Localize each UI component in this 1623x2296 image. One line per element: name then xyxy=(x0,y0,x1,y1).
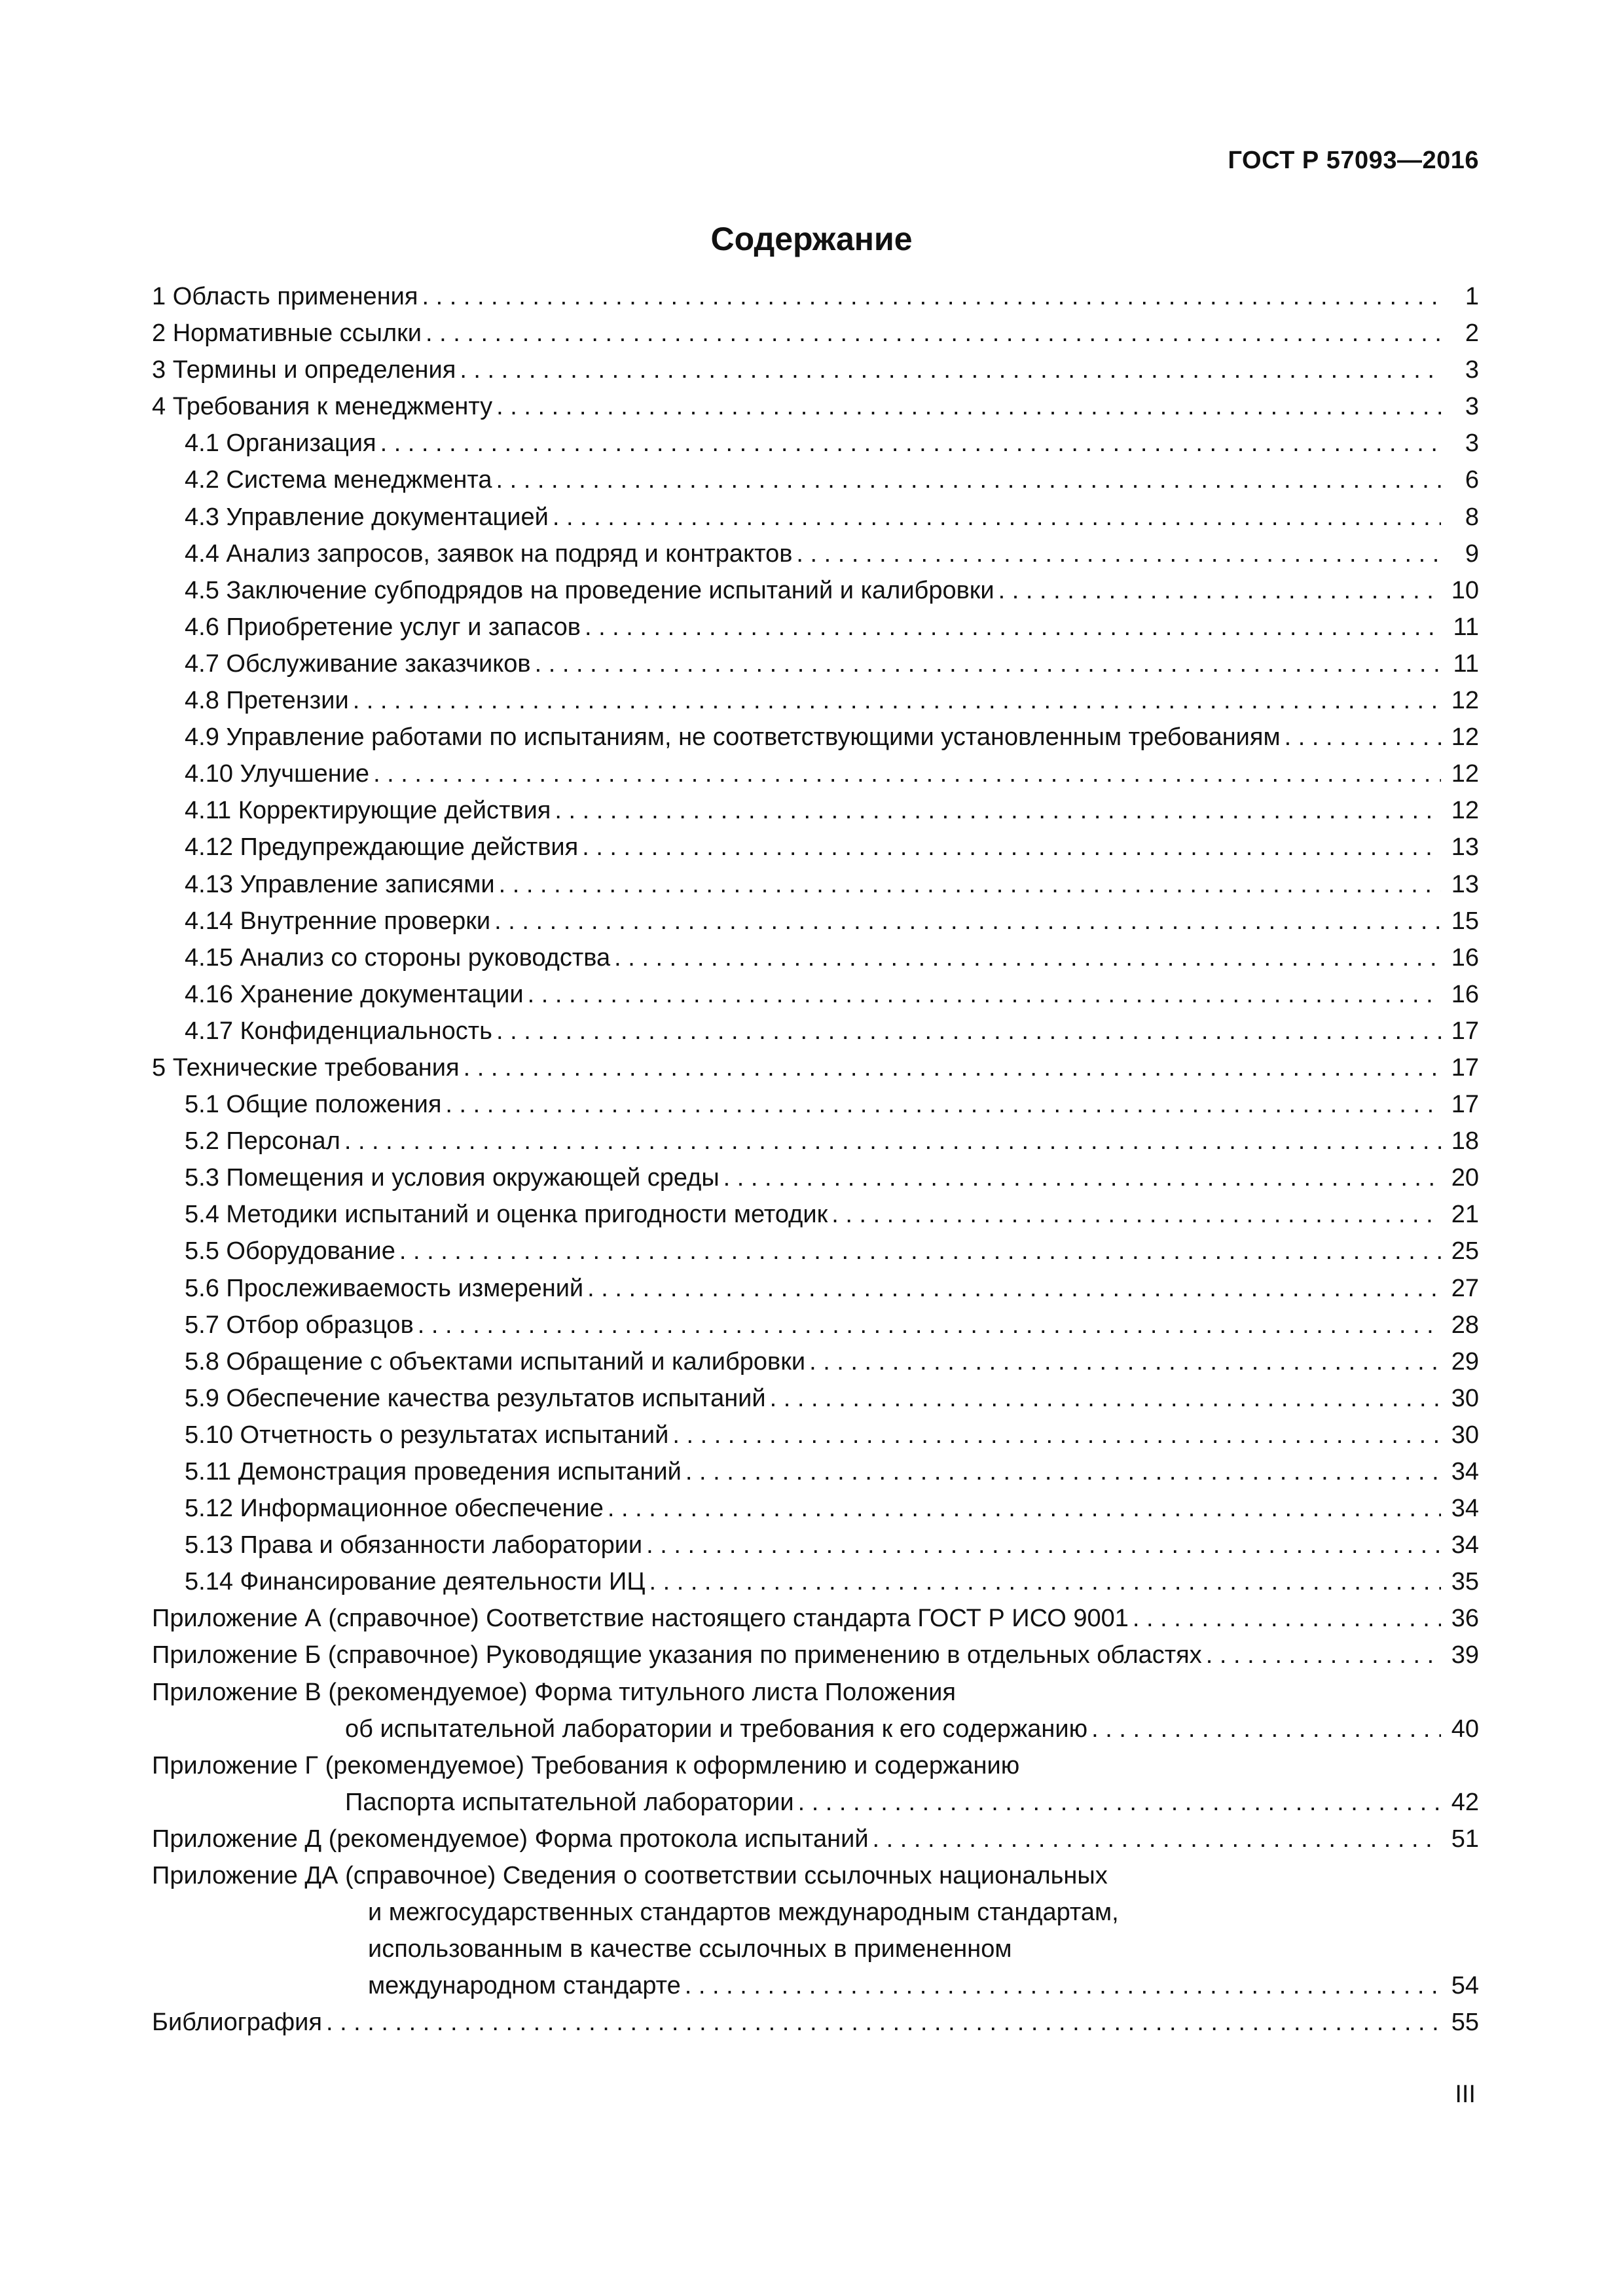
dot-leader xyxy=(496,1013,1441,1049)
toc-entry[interactable] xyxy=(152,1747,1479,1784)
toc-page: 55 xyxy=(1451,2009,1479,2037)
toc-label: 4.15 Анализ со стороны руководства xyxy=(185,943,611,972)
toc-entry[interactable] xyxy=(152,1086,1479,1123)
toc-page: 51 xyxy=(1451,1825,1479,1853)
dot-leader xyxy=(873,1821,1441,1857)
toc-entry[interactable] xyxy=(152,829,1479,866)
dot-leader xyxy=(831,1196,1441,1233)
toc-page: 54 xyxy=(1451,1972,1479,2000)
toc-label: 4.14 Внутренние проверки xyxy=(185,907,491,935)
dot-leader xyxy=(399,1233,1441,1269)
toc-label: Приложение А (справочное) Соответствие настоящего стандарта ГОСТ Р ИСО 9001 xyxy=(152,1605,1129,1633)
dot-leader xyxy=(585,609,1441,646)
toc-page: 17 xyxy=(1451,1053,1479,1082)
dot-leader xyxy=(553,499,1441,536)
toc-label: 4.1 Организация xyxy=(185,429,376,458)
toc-page: 9 xyxy=(1465,539,1479,568)
toc-label: 5.12 Информационное обеспечение xyxy=(185,1495,604,1523)
dot-leader xyxy=(380,425,1441,462)
toc-label: 4.5 Заключение субподрядов на проведение испытаний и калибровки xyxy=(185,576,994,604)
toc-label: 4.17 Конфиденциальность xyxy=(185,1017,492,1045)
toc-page: 1 xyxy=(1465,283,1479,310)
doc-code: ГОСТ Р 57093—2016 xyxy=(1228,147,1479,174)
toc-label: 4.6 Приобретение услуг и запасов xyxy=(185,613,581,641)
dot-leader xyxy=(555,792,1441,829)
toc-page: 17 xyxy=(1451,1091,1479,1119)
toc-entry-continuation[interactable] xyxy=(152,1784,1479,1821)
toc-label: 5.8 Обращение с объектами испытаний и калибровки xyxy=(185,1347,806,1376)
toc-entry[interactable] xyxy=(152,792,1479,829)
toc-entry[interactable] xyxy=(152,1600,1479,1637)
toc-page: 42 xyxy=(1451,1788,1479,1816)
toc-label: международном стандарте xyxy=(368,1972,681,2000)
toc-entry[interactable] xyxy=(152,646,1479,682)
toc-entry[interactable] xyxy=(152,756,1479,792)
toc-label: 5.1 Общие положения xyxy=(185,1091,442,1119)
table-of-contents xyxy=(152,278,1479,2041)
toc-entry[interactable] xyxy=(152,352,1479,388)
toc-entry[interactable] xyxy=(152,462,1479,498)
toc-entry[interactable] xyxy=(152,1159,1479,1196)
toc-label: 5.13 Права и обязанности лаборатории xyxy=(185,1531,643,1559)
dot-leader xyxy=(998,572,1441,609)
toc-label: 4.2 Система менеджмента xyxy=(185,466,492,494)
toc-page: 6 xyxy=(1465,466,1479,494)
toc-label: 5.11 Демонстрация проведения испытаний xyxy=(185,1458,682,1485)
toc-page: 3 xyxy=(1465,356,1479,384)
toc-label: 5 Технические требования xyxy=(152,1053,460,1082)
toc-label: 4.8 Претензии xyxy=(185,687,349,715)
toc-label: и межгосударственных стандартов международным стандартам, xyxy=(368,1899,1119,1927)
toc-label: Приложение ДА (справочное) Сведения о соответствии ссылочных национальных xyxy=(152,1862,1108,1890)
toc-page: 21 xyxy=(1451,1201,1479,1229)
toc-label: 4.4 Анализ запросов, заявок на подряд и контрактов xyxy=(185,539,793,568)
toc-entry[interactable] xyxy=(152,1637,1479,1673)
toc-page: 2 xyxy=(1465,319,1479,348)
dot-leader xyxy=(353,682,1441,719)
dot-leader xyxy=(809,1343,1441,1380)
toc-entry[interactable] xyxy=(152,939,1479,976)
toc-entry[interactable] xyxy=(152,1196,1479,1233)
dot-leader xyxy=(614,939,1441,976)
toc-page: 12 xyxy=(1451,723,1479,752)
toc-entry[interactable] xyxy=(152,425,1479,462)
toc-entry[interactable] xyxy=(152,1857,1479,1894)
toc-entry[interactable] xyxy=(152,866,1479,903)
dot-leader xyxy=(494,903,1441,939)
toc-label: использованным в качестве ссылочных в примененном xyxy=(368,1935,1012,1963)
toc-label: Приложение Г (рекомендуемое) Требования к оформлению и содержанию xyxy=(152,1751,1020,1779)
toc-page: 30 xyxy=(1451,1384,1479,1412)
toc-page: 30 xyxy=(1451,1421,1479,1449)
dot-leader xyxy=(649,1563,1441,1600)
toc-entry[interactable] xyxy=(152,315,1479,352)
toc-entry[interactable] xyxy=(152,1343,1479,1380)
toc-label: 5.7 Отбор образцов xyxy=(185,1311,414,1339)
toc-entry[interactable] xyxy=(152,903,1479,939)
toc-label: 5.10 Отчетность о результатах испытаний xyxy=(185,1421,669,1449)
toc-entry[interactable] xyxy=(152,1013,1479,1049)
toc-page: 11 xyxy=(1453,649,1479,678)
dot-leader xyxy=(418,1307,1441,1343)
toc-label: Приложение Д (рекомендуемое) Форма протокола испытаний xyxy=(152,1825,869,1853)
toc-entry[interactable] xyxy=(152,1233,1479,1269)
toc-label: Приложение В (рекомендуемое) Форма титульного листа Положения xyxy=(152,1678,956,1706)
toc-entry[interactable] xyxy=(152,976,1479,1013)
toc-page: 29 xyxy=(1451,1347,1479,1376)
toc-entry[interactable] xyxy=(152,682,1479,719)
dot-leader xyxy=(326,2004,1441,2041)
toc-label: 3 Термины и определения xyxy=(152,356,456,384)
toc-label: об испытательной лаборатории и требования к его содержанию xyxy=(345,1715,1088,1743)
toc-page: 39 xyxy=(1451,1641,1479,1669)
toc-entry-continuation[interactable] xyxy=(152,1711,1479,1747)
toc-entry[interactable] xyxy=(152,2004,1479,2041)
toc-label: 5.9 Обеспечение качества результатов испытаний xyxy=(185,1384,766,1412)
toc-label: 4.3 Управление документацией xyxy=(185,503,549,531)
toc-entry[interactable] xyxy=(152,1380,1479,1417)
dot-leader xyxy=(496,462,1441,498)
toc-page: 28 xyxy=(1451,1311,1479,1339)
dot-leader xyxy=(373,756,1441,792)
toc-page: 3 xyxy=(1465,393,1479,421)
dot-leader xyxy=(445,1086,1441,1123)
toc-page: 15 xyxy=(1451,907,1479,935)
toc-page: 13 xyxy=(1451,833,1479,862)
toc-entry[interactable] xyxy=(152,499,1479,536)
toc-label: 5.4 Методики испытаний и оценка пригодности методик xyxy=(185,1201,828,1229)
toc-entry-continuation[interactable] xyxy=(152,1931,1479,1967)
toc-page: 18 xyxy=(1451,1127,1479,1156)
dot-leader xyxy=(422,278,1441,315)
toc-entry[interactable] xyxy=(152,1821,1479,1857)
toc-page: 8 xyxy=(1465,503,1479,531)
dot-leader xyxy=(608,1490,1441,1527)
toc-entry-continuation[interactable] xyxy=(152,1894,1479,1931)
dot-leader xyxy=(464,1049,1441,1086)
toc-label: 4.16 Хранение документации xyxy=(185,980,524,1008)
toc-entry[interactable] xyxy=(152,536,1479,572)
toc-page: 40 xyxy=(1451,1715,1479,1743)
toc-page: 34 xyxy=(1451,1531,1479,1559)
toc-page: 10 xyxy=(1451,576,1479,604)
toc-page: 11 xyxy=(1453,613,1479,641)
dot-leader xyxy=(426,315,1441,352)
toc-entry[interactable] xyxy=(152,1453,1479,1490)
toc-page: 34 xyxy=(1451,1495,1479,1523)
toc-label: 4.7 Обслуживание заказчиков xyxy=(185,649,531,678)
dot-leader xyxy=(796,536,1441,572)
toc-entry[interactable] xyxy=(152,1123,1479,1159)
toc-entry[interactable] xyxy=(152,1490,1479,1527)
toc-page: 17 xyxy=(1451,1017,1479,1045)
toc-page: 27 xyxy=(1451,1274,1479,1302)
toc-page: 36 xyxy=(1451,1605,1479,1633)
page-number: III xyxy=(1455,2081,1476,2108)
toc-label: 5.2 Персонал xyxy=(185,1127,340,1156)
toc-page: 25 xyxy=(1451,1237,1479,1266)
toc-page: 12 xyxy=(1451,797,1479,825)
toc-label: Библиография xyxy=(152,2009,322,2037)
dot-leader xyxy=(685,1967,1441,2004)
toc-label: 4.9 Управление работами по испытаниям, не соответствующими установленным требованиям xyxy=(185,723,1281,752)
dot-leader xyxy=(646,1527,1441,1563)
toc-entry[interactable] xyxy=(152,1674,1479,1711)
dot-leader xyxy=(496,388,1441,425)
dot-leader xyxy=(1091,1711,1441,1747)
toc-page: 35 xyxy=(1451,1568,1479,1596)
toc-entry[interactable] xyxy=(152,1270,1479,1307)
toc-entry-continuation[interactable] xyxy=(152,1967,1479,2004)
toc-entry[interactable] xyxy=(152,572,1479,609)
dot-leader xyxy=(499,866,1441,903)
dot-leader xyxy=(1206,1637,1441,1673)
toc-label: Приложение Б (справочное) Руководящие указания по применению в отдельных областях xyxy=(152,1641,1202,1669)
toc-entry[interactable] xyxy=(152,388,1479,425)
toc-page: 13 xyxy=(1451,870,1479,898)
toc-label: 2 Нормативные ссылки xyxy=(152,319,422,348)
dot-leader xyxy=(770,1380,1441,1417)
dot-leader xyxy=(460,352,1441,388)
toc-label: 5.5 Оборудование xyxy=(185,1237,395,1266)
dot-leader xyxy=(1133,1600,1441,1637)
toc-page: 20 xyxy=(1451,1164,1479,1192)
toc-label: Паспорта испытательной лаборатории xyxy=(345,1788,794,1816)
toc-entry[interactable] xyxy=(152,1307,1479,1343)
toc-entry[interactable] xyxy=(152,1563,1479,1600)
dot-leader xyxy=(723,1159,1441,1196)
toc-entry[interactable] xyxy=(152,1417,1479,1453)
toc-entry[interactable] xyxy=(152,1049,1479,1086)
toc-label: 4.10 Улучшение xyxy=(185,760,370,788)
dot-leader xyxy=(798,1784,1441,1821)
toc-page: 16 xyxy=(1451,943,1479,972)
toc-label: 4.11 Корректирующие действия xyxy=(185,797,551,825)
toc-label: 4 Требования к менеджменту xyxy=(152,393,493,421)
toc-label: 4.13 Управление записями xyxy=(185,870,495,898)
toc-label: 5.3 Помещения и условия окружающей среды xyxy=(185,1164,720,1192)
toc-entry[interactable] xyxy=(152,719,1479,756)
toc-entry[interactable] xyxy=(152,278,1479,315)
dot-leader xyxy=(535,646,1441,682)
toc-label: 1 Область применения xyxy=(152,283,418,310)
toc-page: 12 xyxy=(1451,687,1479,715)
page-title: Содержание xyxy=(710,221,913,257)
toc-entry[interactable] xyxy=(152,609,1479,646)
dot-leader xyxy=(1285,719,1441,756)
dot-leader xyxy=(587,1270,1441,1307)
dot-leader xyxy=(672,1417,1441,1453)
toc-page: 12 xyxy=(1451,760,1479,788)
toc-label: 5.14 Финансирование деятельности ИЦ xyxy=(185,1568,646,1596)
toc-entry[interactable] xyxy=(152,1527,1479,1563)
toc-label: 5.6 Прослеживаемость измерений xyxy=(185,1274,584,1302)
toc-page: 16 xyxy=(1451,980,1479,1008)
toc-page: 34 xyxy=(1451,1458,1479,1485)
dot-leader xyxy=(344,1123,1441,1159)
toc-page: 3 xyxy=(1465,429,1479,458)
toc-label: 4.12 Предупреждающие действия xyxy=(185,833,579,862)
dot-leader xyxy=(582,829,1441,866)
dot-leader xyxy=(685,1453,1441,1490)
dot-leader xyxy=(528,976,1441,1013)
